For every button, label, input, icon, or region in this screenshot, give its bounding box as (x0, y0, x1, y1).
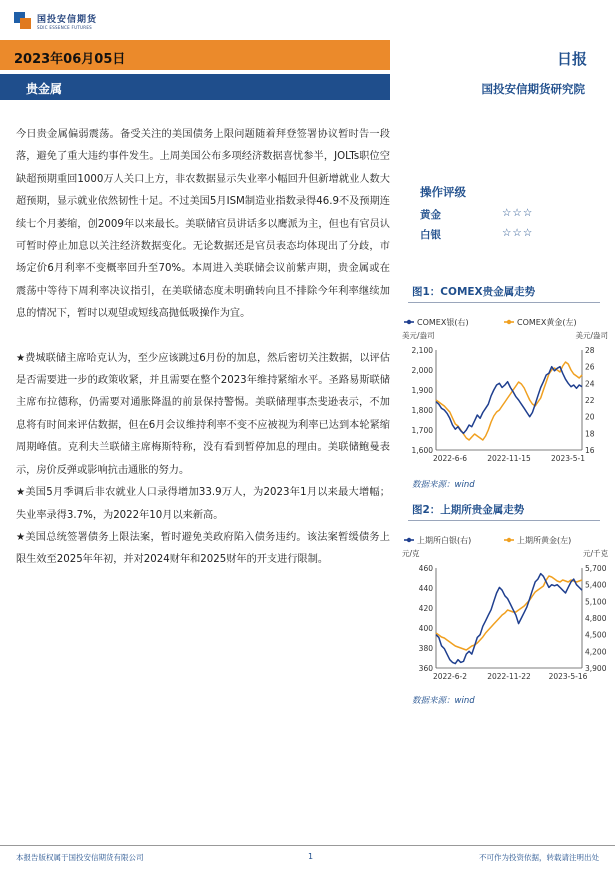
gold-price-line (436, 362, 582, 440)
footer-rule (0, 845, 615, 846)
legend-label: 上期所黄金(左) (517, 536, 572, 545)
legend-marker-gold (507, 320, 511, 324)
silver-price-line (436, 574, 582, 664)
figure1-rule (408, 302, 600, 303)
right-axis-unit: 元/千克 (582, 549, 608, 558)
left-tick-label: 2,100 (411, 346, 433, 355)
legend-label: COMEX黄金(左) (517, 318, 577, 327)
right-tick-label: 4,500 (585, 630, 607, 640)
footer-copyright: 本报告版权属于国投安信期货有限公司 (16, 853, 144, 862)
report-date: 2023年06月05日 (0, 40, 390, 70)
x-tick-label: 2022-6-6 (432, 454, 468, 463)
figure2-source: 数据来源：wind (412, 696, 475, 706)
left-tick-label: 400 (418, 624, 433, 633)
figure2-rule (408, 520, 600, 521)
legend-marker-silver (407, 538, 411, 542)
logo-mark-icon (14, 12, 32, 30)
news-bullet-payrolls: ★美国5月季调后非农就业人口录得增加33.9万人，为2023年1月以来最大增幅；失业率录得3.7%，为2022年10月以来新高。 (16, 487, 390, 521)
right-tick-label: 5,100 (585, 597, 607, 607)
comex-chart-svg (400, 314, 610, 472)
rating-stars: ☆☆☆ (502, 207, 534, 219)
operation-rating (420, 184, 580, 247)
left-tick-label: 2,000 (411, 366, 433, 375)
right-tick-label: 4,800 (585, 614, 607, 623)
left-tick-label: 440 (418, 584, 433, 593)
x-tick-label: 2023-5-1 (550, 454, 586, 463)
x-tick-label: 2022-6-2 (432, 672, 468, 681)
company-logo (14, 12, 97, 30)
right-tick-label: 5,400 (585, 580, 607, 590)
figure1-title: 图1：COMEX贵金属走势 (412, 286, 536, 298)
right-tick-label: 20 (585, 412, 595, 422)
right-tick-label: 16 (585, 446, 595, 455)
rating-row-silver (420, 227, 580, 247)
rating-stars: ☆☆☆ (502, 227, 534, 239)
right-tick-label: 18 (585, 429, 595, 439)
right-tick-label: 22 (585, 396, 595, 405)
right-tick-label: 28 (585, 346, 595, 355)
summary-paragraph: 今日贵金属偏弱震荡。备受关注的美国债务上限问题随着拜登签署协议暂时告一段落，避免了重大违约事件发生。上周美国公布多项经济数据喜忧参半，JOLTs职位空缺超预期重回1000万人关口上方，非农数据显示失业率小幅回升但新增就业人数大超预期，显示就业依然韧性十足。不过美国5月ISM制造业指数录得46.9不及预期连续七个月萎缩，创2009年以来最长。美联储官员讲话多以鹰派为主，但也有官员认可暂时停止加息以关注经济数据变化。无论数据还是官员表态均体现出了分歧，市场定价6月利率不变概率回升至70%。本周进入美联储会议前紫声期，贵金属或在震荡中等待下周利率决议指引，在美联储态度未明确转向且不排除今年利率继续加息的情况下，暂时以观望或短线高抛低吸操作为宜。 (16, 129, 390, 320)
report-body (16, 124, 390, 572)
x-tick-label: 2023-5-16 (548, 672, 588, 681)
left-axis-unit: 元/克 (402, 549, 420, 558)
left-tick-label: 1,700 (411, 426, 433, 435)
left-axis-unit: 美元/盎司 (402, 331, 435, 340)
report-sector: 贵金属 (0, 74, 390, 100)
rating-name: 黄金 (420, 209, 441, 221)
right-tick-label: 24 (585, 379, 595, 389)
x-tick-label: 2022-11-15 (487, 454, 531, 463)
institute-name: 国投安信期货研究院 (481, 82, 585, 96)
figure1-source: 数据来源：wind (412, 480, 475, 490)
news-bullet-fed: ★费城联储主席哈克认为，至少应该跳过6月份的加息，然后密切关注数据，以评估是否需要进一步的政策收紧，并且需要在整个2023年维持紧缩水平。圣路易斯联储主席布拉德称，仍需要对通胀降温的前景保持警惕。美联储理事杰斐逊表示，不加息将有时间来评估数据，但在6月会议维持利率不变不应被视为利率已达到本轮紧缩周期峰值。克利夫兰联储主席梅斯特称，没有看到暂停加息的理由。美联储鲍曼表示，房价反弹或影响抗击通胀的努力。 (16, 352, 390, 476)
left-tick-label: 380 (418, 644, 433, 653)
news-bullet-debt-ceiling: ★美国总统签署债务上限法案，暂时避免美政府陷入债务违约。该法案暂缓债务上限生效至2025年年初，并对2024财年和2025财年的开支进行限制。 (16, 531, 390, 566)
right-tick-label: 26 (585, 362, 595, 372)
rating-row-gold (420, 207, 580, 227)
right-tick-label: 3,900 (585, 664, 607, 673)
logo-name-cn: 国投安信期货 (37, 15, 98, 25)
shfe-chart-svg (400, 532, 610, 690)
left-tick-label: 460 (418, 564, 433, 573)
page-number: 1 (308, 852, 314, 861)
report-type: 日报 (556, 50, 587, 68)
right-tick-label: 4,200 (585, 647, 607, 657)
legend-label: COMEX银(右) (417, 318, 469, 327)
rating-name: 白银 (420, 229, 441, 241)
left-tick-label: 1,600 (411, 446, 433, 455)
legend-label: 上期所白银(右) (417, 536, 472, 545)
figure2-chart (400, 532, 610, 690)
left-tick-label: 420 (418, 604, 433, 613)
legend-marker-gold (507, 538, 511, 542)
logo-name-en: SDIC ESSENCE FUTURES (37, 25, 93, 30)
left-tick-label: 1,800 (411, 406, 433, 415)
right-tick-label: 5,700 (585, 564, 607, 573)
rating-title: 操作评级 (420, 185, 466, 199)
right-axis-unit: 美元/盎司 (575, 331, 608, 340)
left-tick-label: 360 (418, 664, 433, 673)
silver-price-line (436, 367, 582, 434)
footer-disclaimer: 不可作为投资依据，转载请注明出处 (479, 853, 599, 862)
figure2-title: 图2：上期所贵金属走势 (412, 504, 525, 516)
figure1-chart (400, 314, 610, 472)
left-tick-label: 1,900 (411, 386, 433, 395)
legend-marker-silver (407, 320, 411, 324)
x-tick-label: 2022-11-22 (487, 672, 531, 681)
